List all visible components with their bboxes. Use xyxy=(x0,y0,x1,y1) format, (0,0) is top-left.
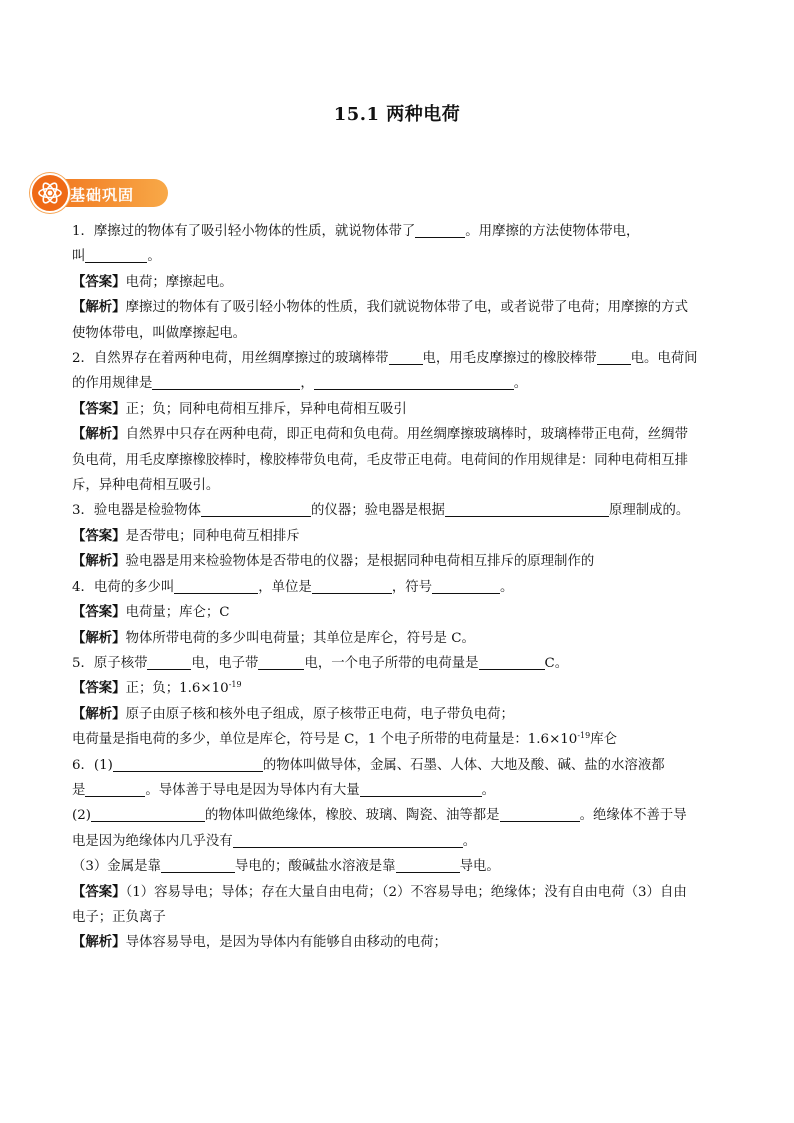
question-6-part2-cont: 电是因为绝缘体内几乎没有 。 xyxy=(72,829,724,854)
answer-blank[interactable] xyxy=(312,577,392,594)
analysis-2-cont2: 斥，异种电荷相互吸引。 xyxy=(72,478,220,494)
answer-blank[interactable] xyxy=(445,500,609,517)
analysis-4: 【解析】物体所带电荷的多少叫电荷量；其单位是库仑，符号是 C。 xyxy=(72,629,475,646)
question-6-part2: (2) 的物体叫做绝缘体，橡胶、玻璃、陶瓷、油等都是 。绝缘体不善于导 xyxy=(72,803,724,828)
answer-blank[interactable] xyxy=(147,653,191,670)
answer-blank[interactable] xyxy=(389,348,423,365)
answer-blank[interactable] xyxy=(161,856,235,873)
answer-6: 【答案】（1）容易导电；导体；存在大量自由电荷；（2）不容易导电；绝缘体；没有自由电荷（3）自由 xyxy=(72,883,687,900)
question-2-cont: 的作用规律是 ， 。 xyxy=(72,371,724,396)
analysis-5: 【解析】原子由原子核和核外电子组成，原子核带正电荷，电子带负电荷； xyxy=(72,705,514,722)
analysis-5-cont: 电荷量是指电荷的多少，单位是库仑，符号是 C，1 个电子所带的电荷量是：$1.6\times 10^{-19}$库仑 xyxy=(72,731,618,748)
question-6-cont: 是 。导体善于导电是因为导体内有大量 。 xyxy=(72,778,724,803)
answer-blank[interactable] xyxy=(360,780,482,797)
answer-blank[interactable] xyxy=(415,221,465,238)
question-1-cont: 叫 。 xyxy=(72,244,724,269)
answer-6-cont: 电子；正负离子 xyxy=(72,909,166,925)
page-title: 15.1 两种电荷 xyxy=(333,104,461,125)
answer-blank[interactable] xyxy=(432,577,500,594)
answer-blank[interactable] xyxy=(201,500,311,517)
answer-blank[interactable] xyxy=(152,373,300,390)
analysis-2-cont: 负电荷，用毛皮摩擦橡胶棒时，橡胶棒带负电荷，毛皮带正电荷。电荷间的作用规律是：同种电荷相互排 xyxy=(72,452,688,468)
answer-blank[interactable] xyxy=(91,805,205,822)
analysis-2: 【解析】自然界中只存在两种电荷，即正电荷和负电荷。用丝绸摩擦玻璃棒时，玻璃棒带正电荷，丝绸带 xyxy=(72,426,688,443)
section-banner xyxy=(30,173,170,213)
analysis-1-cont: 使物体带电，叫做摩擦起电。 xyxy=(72,325,247,341)
answer-blank[interactable] xyxy=(113,755,263,772)
answer-blank[interactable] xyxy=(396,856,460,873)
answer-3: 【答案】是否带电；同种电荷互相排斥 xyxy=(72,527,300,544)
answer-blank[interactable] xyxy=(479,653,545,670)
question-6: 6．(1) 的物体叫做导体，金属、石墨、人体、大地及酸、碱、盐的水溶液都 xyxy=(72,753,724,778)
question-2: 2．自然界存在着两种电荷，用丝绸摩擦过的玻璃棒带 电，用毛皮摩擦过的橡胶棒带 电。电荷间 xyxy=(72,346,724,371)
question-5: 5．原子核带 电，电子带 电，一个电子所带的电荷量是 C。 xyxy=(72,651,724,676)
question-list xyxy=(72,219,724,956)
answer-blank[interactable] xyxy=(258,653,304,670)
question-6-part3: （3）金属是靠 导电的；酸碱盐水溶液是靠 导电。 xyxy=(72,854,724,879)
analysis-6: 【解析】导体容易导电，是因为导体内有能够自由移动的电荷； xyxy=(72,934,447,951)
answer-blank[interactable] xyxy=(597,348,631,365)
answer-1: 【答案】电荷；摩擦起电。 xyxy=(72,273,233,290)
answer-blank[interactable] xyxy=(233,831,463,848)
answer-4: 【答案】电荷量；库仑；C xyxy=(72,604,230,621)
analysis-3: 【解析】验电器是用来检验物体是否带电的仪器；是根据同种电荷相互排斥的原理制作的 xyxy=(72,553,595,570)
answer-2: 【答案】正；负；同种电荷相互排斥，异种电荷相互吸引 xyxy=(72,400,407,417)
answer-blank[interactable] xyxy=(174,577,258,594)
atom-icon xyxy=(30,173,70,213)
answer-blank[interactable] xyxy=(500,805,580,822)
section-label: 基础巩固 xyxy=(70,186,135,204)
question-4: 4．电荷的多少叫 ，单位是 ，符号 。 xyxy=(72,575,724,600)
answer-blank[interactable] xyxy=(314,373,514,390)
question-3: 3．验电器是检验物体 的仪器；验电器是根据 原理制成的。 xyxy=(72,498,724,523)
answer-blank[interactable] xyxy=(85,246,147,263)
analysis-1: 【解析】摩擦过的物体有了吸引轻小物体的性质，我们就说物体带了电，或者说带了电荷；用摩擦的方式 xyxy=(72,299,688,316)
answer-blank[interactable] xyxy=(85,780,145,797)
question-1: 1．摩擦过的物体有了吸引轻小物体的性质，就说物体带了 。用摩擦的方法使物体带电， xyxy=(72,219,724,244)
answer-5: 【答案】正；负；$1.6\times 10^{-19}$ xyxy=(72,680,242,697)
